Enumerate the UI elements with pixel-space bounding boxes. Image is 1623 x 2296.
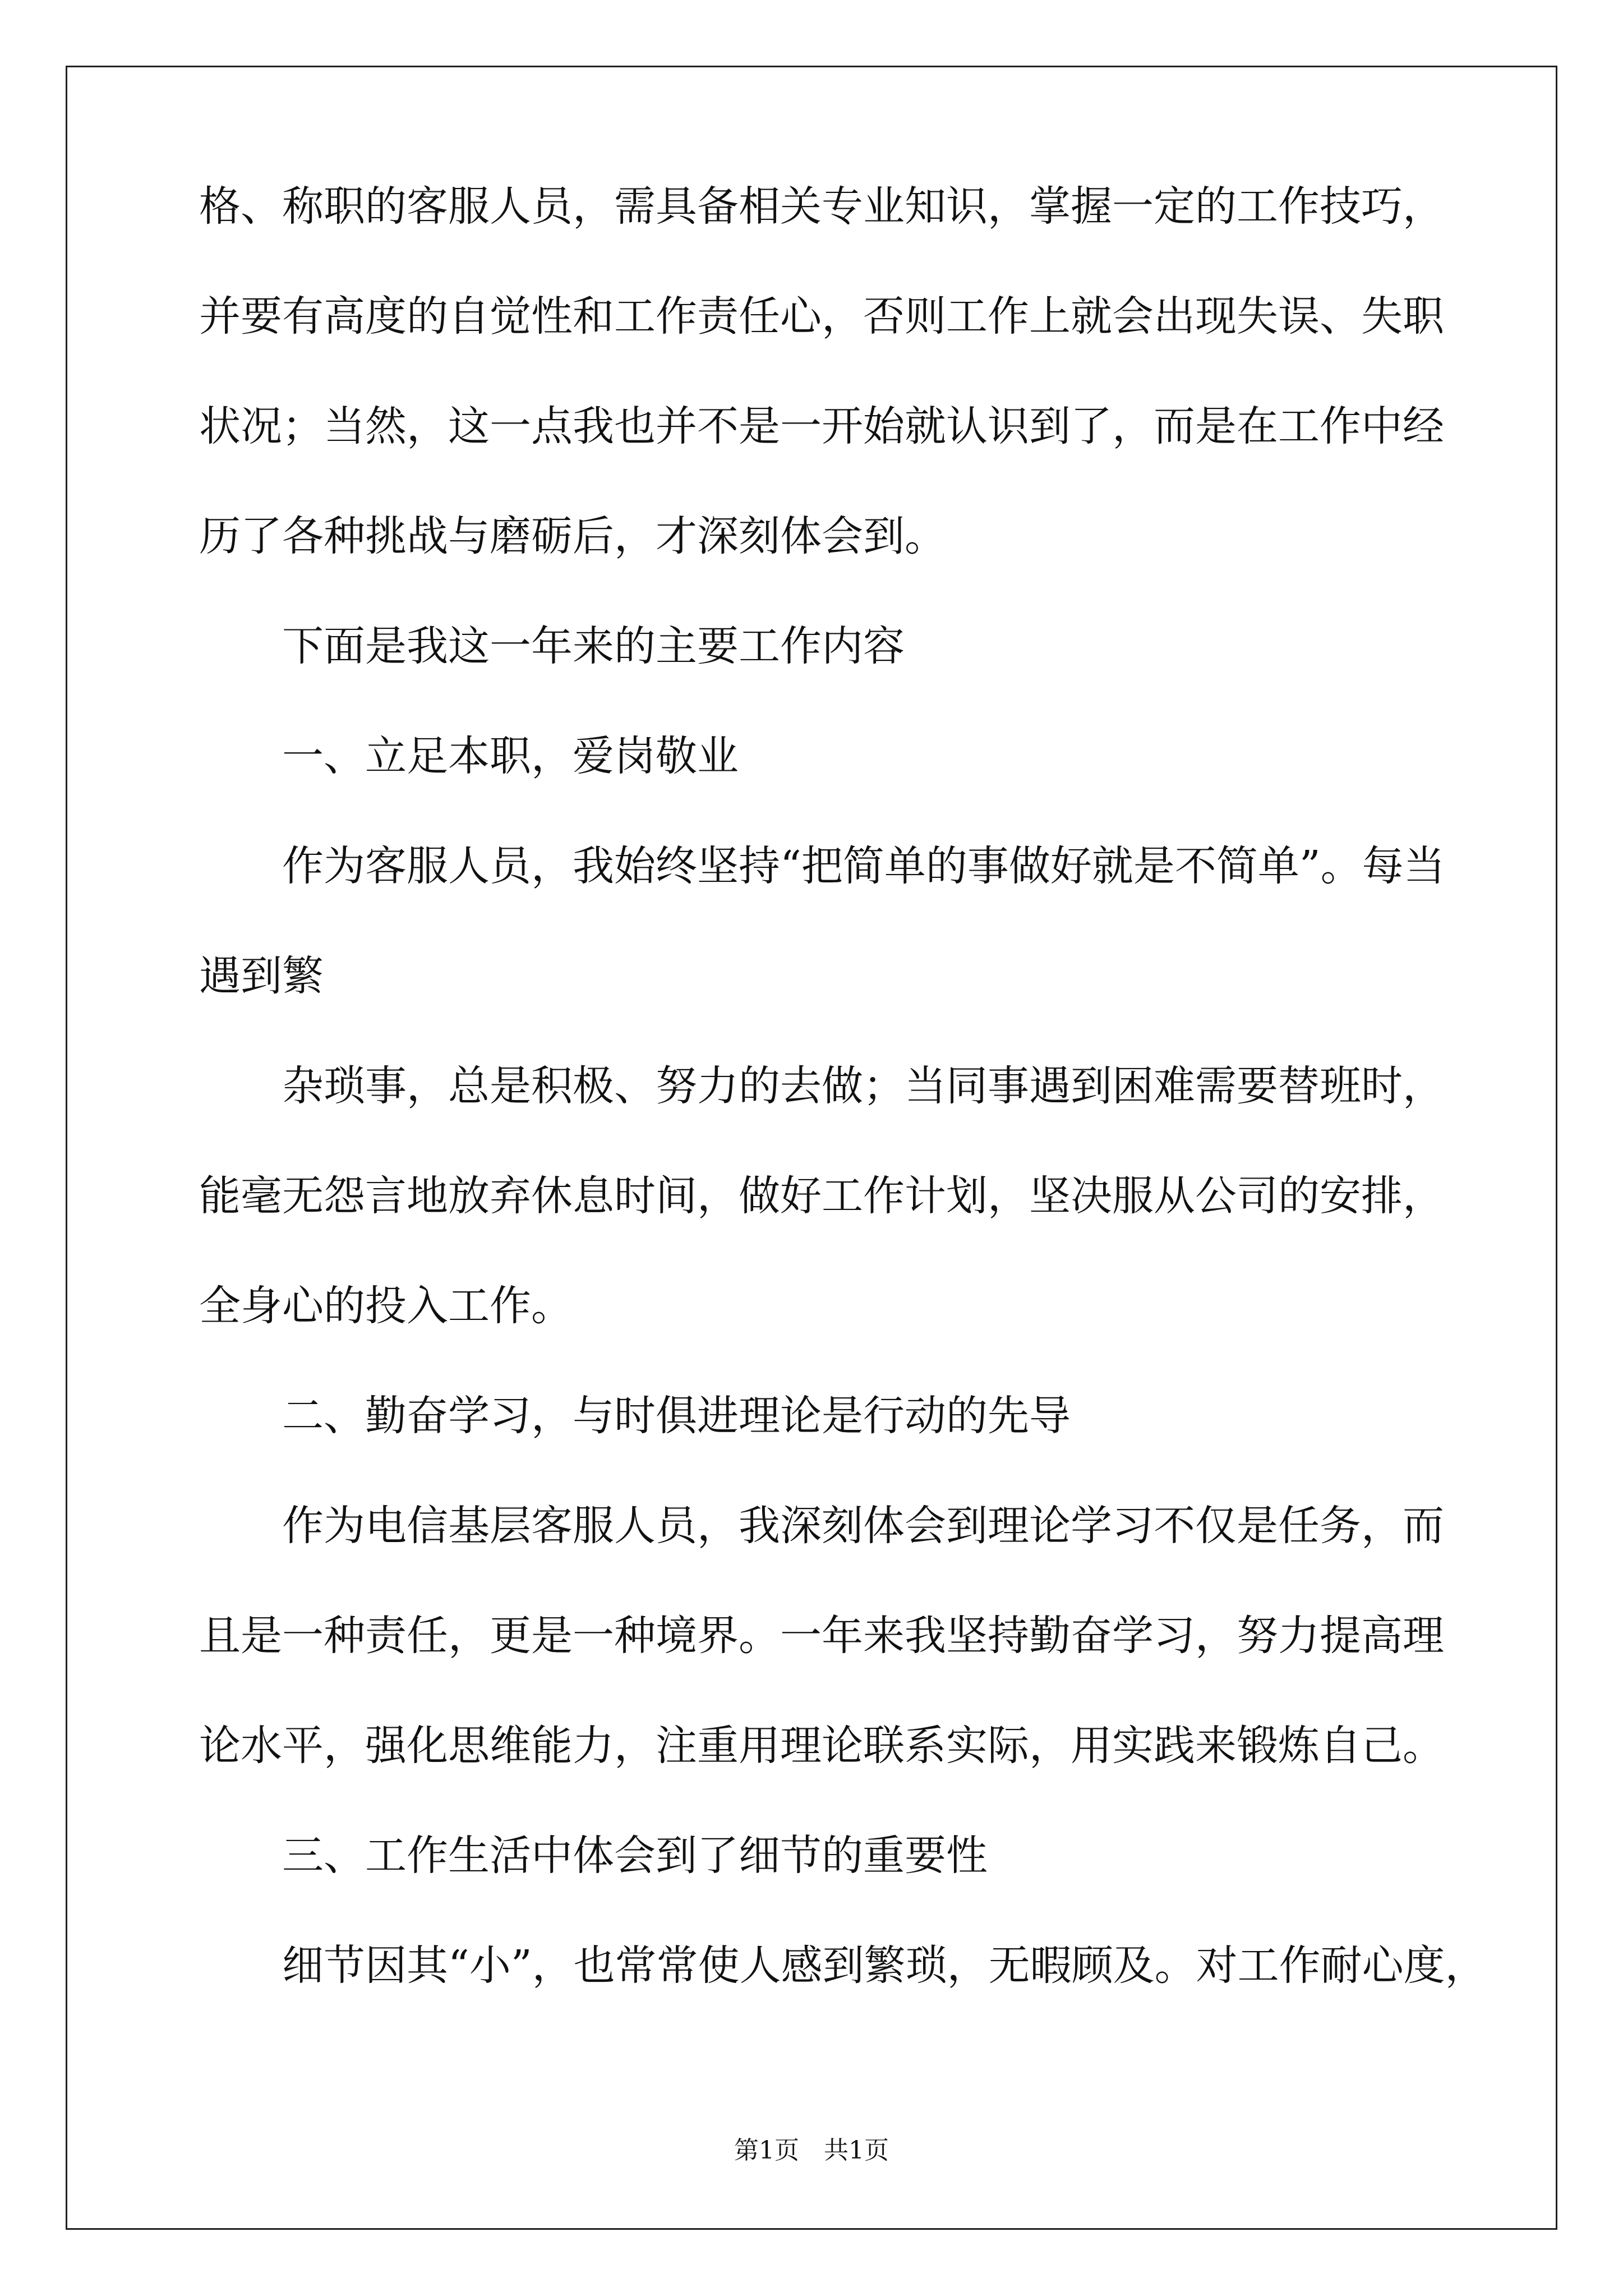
text-line: 杂琐事，总是积极、努力的去做；当同事遇到困难需要替班时，: [282, 1062, 1444, 1110]
text-line: 历了各种挑战与磨砺后，才深刻体会到。: [199, 512, 946, 560]
text-line: 并要有高度的自觉性和工作责任心，否则工作上就会出现失误、失职: [199, 292, 1444, 341]
text-line: 格、称职的客服人员，需具备相关专业知识，掌握一定的工作技巧，: [199, 182, 1444, 231]
text-line: 细节因其“小”，也常常使人感到繁琐，无暇顾及。对工作耐心度，: [282, 1941, 1487, 1990]
text-line: 能毫无怨言地放弃休息时间，做好工作计划，坚决服从公司的安排，: [199, 1172, 1444, 1220]
text-line: 下面是我这一年来的主要工作内容: [282, 622, 905, 670]
section-heading: 二、勤奋学习，与时俱进理论是行动的先导: [282, 1392, 1071, 1440]
text-line: 论水平，强化思维能力，注重用理论联系实际，用实践来锻炼自己。: [199, 1722, 1444, 1770]
text-line: 作为电信基层客服人员，我深刻体会到理论学习不仅是任务，而: [282, 1502, 1444, 1550]
text-line: 作为客服人员，我始终坚持“把简单的事做好就是不简单”。每当: [282, 842, 1445, 890]
section-heading: 三、工作生活中体会到了细节的重要性: [282, 1832, 988, 1880]
document-body: [199, 182, 1487, 2054]
text-line: 且是一种责任，更是一种境界。一年来我坚持勤奋学习，努力提高理: [199, 1612, 1444, 1660]
text-line: 遇到繁: [199, 952, 324, 1000]
section-heading: 一、立足本职，爱岗敬业: [282, 732, 739, 780]
text-line: 全身心的投入工作。: [199, 1282, 573, 1330]
text-line: 状况；当然，这一点我也并不是一开始就认识到了，而是在工作中经: [199, 402, 1444, 450]
page-number-footer: 第1页 共1页: [734, 2136, 889, 2165]
